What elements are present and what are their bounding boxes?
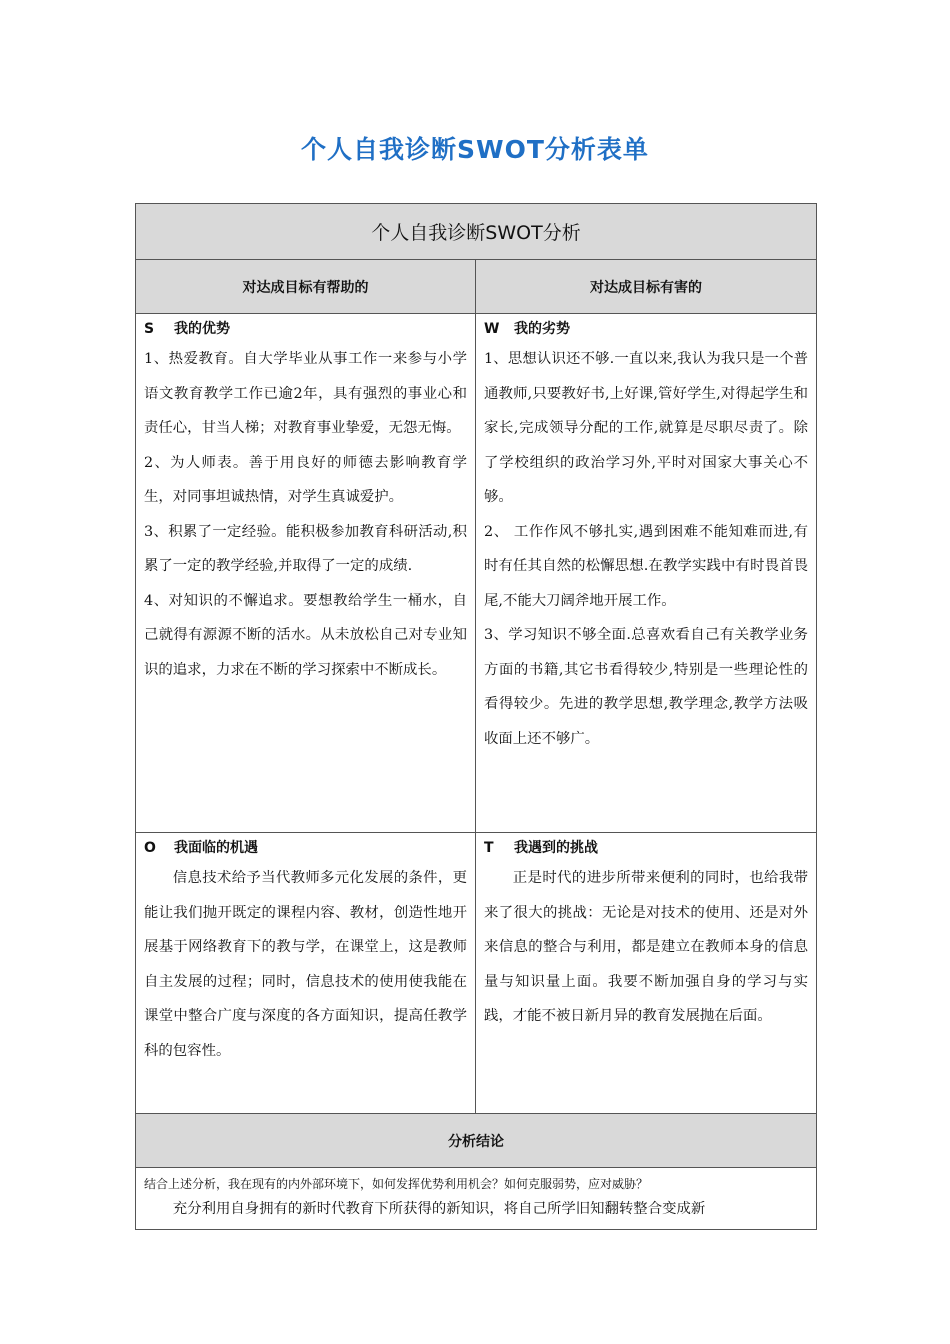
strengths-label: 我的优势	[174, 321, 230, 337]
threats-title	[484, 837, 808, 859]
weakness-item: 2、 工作作风不够扎实,遇到困难不能知难而进,有时有任其自然的松懈思想.在教学实践中有时畏首畏尾,不能大刀阔斧地开展工作。	[484, 523, 809, 609]
strength-item: 4、对知识的不懈追求。要想教给学生一桶水，自己就得有源源不断的活水。从未放松自己对专业知识的追求，力求在不断的学习探索中不断成长。	[144, 592, 467, 678]
opportunity-text: 信息技术给予当代教师多元化发展的条件，更能让我们抛开既定的课程内容、教材，创造性地开展基于网络教育下的教与学，在课堂上，这是教师自主发展的过程；同时，信息技术的使用使我能在课堂中整合广度与深度的各方面知识，提高任教学科的包容性。	[144, 870, 467, 1059]
strength-item: 2、为人师表。善于用良好的师德去影响教育学生，对同事坦诚热情，对学生真诚爱护。	[144, 454, 467, 505]
threats-label: 我遇到的挑战	[514, 840, 598, 856]
weaknesses-cell	[476, 314, 817, 833]
weakness-item: 3、学习知识不够全面.总喜欢看自己有关教学业务方面的书籍,其它书看得较少,特别是一些理论性的看得较少。先进的教学思想,教学理念,教学方法吸收面上还不够广。	[484, 627, 809, 747]
strengths-cell	[136, 314, 476, 833]
opportunities-title	[144, 837, 467, 859]
threats-letter: T	[484, 840, 494, 856]
strength-item: 1、热爱教育。自大学毕业从事工作一来参与小学语文教育教学工作已逾2年，具有强烈的事业心和责任心，甘当人梯；对教育事业挚爱，无怨无悔。	[144, 351, 467, 436]
opportunities-letter: O	[144, 840, 156, 856]
opportunities-label: 我面临的机遇	[174, 840, 258, 856]
strengths-letter: S	[144, 321, 155, 337]
weaknesses-letter: W	[484, 321, 500, 337]
threat-text: 正是时代的进步所带来便利的同时，也给我带来了很大的挑战：无论是对技术的使用、还是对外来信息的整合与利用，都是建立在教师本身的信息量与知识量上面。我要不断加强自身的学习与实践，才能不被日新月异的教育发展抛在后面。	[484, 870, 809, 1024]
weakness-item: 1、思想认识还不够.一直以来,我认为我只是一个普通教师,只要教好书,上好课,管好学生,对得起学生和家长,完成领导分配的工作,就算是尽职尽责了。除了学校组织的政治学习外,平时对国家大事关心不够。	[484, 351, 809, 505]
weaknesses-label: 我的劣势	[514, 321, 570, 337]
conclusion-question: 结合上述分析，我在现有的内外部环境下，如何发挥优势利用机会？如何克服弱势，应对威胁？	[144, 1177, 649, 1191]
table-header: 个人自我诊断SWOT分析	[136, 204, 817, 260]
strength-item: 3、积累了一定经验。能积极参加教育科研活动,积累了一定的教学经验,并取得了一定的成绩.	[144, 523, 467, 574]
document-title: 个人自我诊断SWOT分析表单	[301, 135, 649, 164]
threats-cell	[476, 833, 817, 1114]
conclusion-text: 充分利用自身拥有的新时代教育下所获得的新知识，将自己所学旧知翻转整合变成新	[172, 1201, 706, 1217]
conclusion-cell	[136, 1168, 817, 1230]
swot-table	[135, 203, 817, 1230]
column-header-helpful: 对达成目标有帮助的	[136, 260, 476, 314]
weaknesses-title	[484, 318, 808, 340]
conclusion-header: 分析结论	[136, 1114, 817, 1168]
column-header-harmful: 对达成目标有害的	[476, 260, 817, 314]
strengths-title	[144, 318, 467, 340]
opportunities-cell	[136, 833, 476, 1114]
